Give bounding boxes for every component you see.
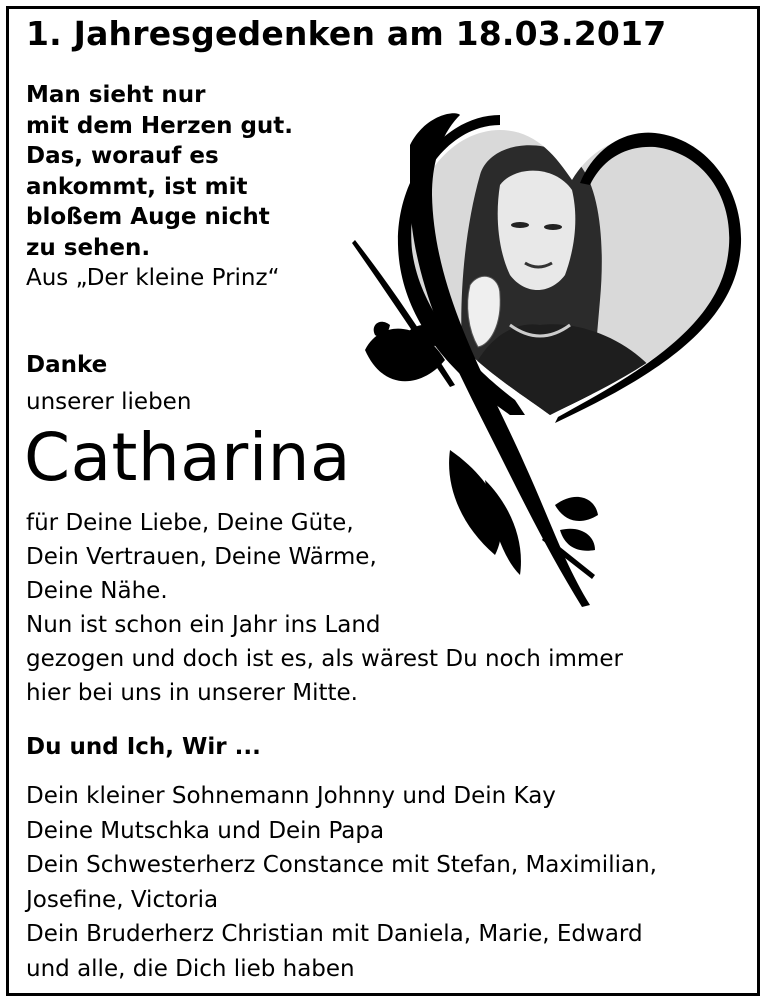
mourner-line: Dein Schwesterherz Constance mit Stefan, Maximilian,: [26, 852, 657, 878]
notice-heading: 1. Jahresgedenken am 18.03.2017: [26, 14, 667, 53]
tribute-line: Nun ist schon ein Jahr ins Land: [26, 612, 381, 638]
tribute-line: Dein Vertrauen, Deine Wärme,: [26, 544, 377, 570]
quote-line: Man sieht nur: [26, 82, 206, 108]
closing-title: Du und Ich, Wir ...: [26, 734, 261, 760]
thanks-label: Danke: [26, 352, 108, 378]
mourner-line: Josefine, Victoria: [26, 886, 219, 913]
tribute-line: gezogen und doch ist es, als wärest Du noch immer: [26, 646, 623, 672]
tribute-text: [26, 506, 623, 710]
tribute-line: Deine Nähe.: [26, 578, 168, 604]
quote-line: ankommt, ist mit: [26, 173, 248, 200]
mourner-line: Dein kleiner Sohnemann Johnny und Dein Kay: [26, 783, 556, 809]
quote-line: bloßem Auge nicht: [26, 204, 270, 230]
quote-source: Aus „Der kleine Prinz“: [26, 265, 280, 291]
mourner-line: und alle, die Dich lieb haben: [26, 955, 355, 982]
intro-text: unserer lieben: [26, 389, 192, 415]
mourner-line: Deine Mutschka und Dein Papa: [26, 817, 385, 844]
tribute-line: hier bei uns in unserer Mitte.: [26, 680, 358, 706]
quote-block: [26, 80, 293, 294]
quote-line: mit dem Herzen gut.: [26, 112, 294, 139]
quote-line: Das, worauf es: [26, 143, 219, 169]
mourners-list: [26, 779, 657, 986]
deceased-name: Catharina: [24, 419, 351, 496]
tribute-line: für Deine Liebe, Deine Güte,: [26, 510, 354, 536]
mourner-line: Dein Bruderherz Christian mit Daniela, Marie, Edward: [26, 921, 643, 947]
quote-line: zu sehen.: [26, 234, 151, 261]
